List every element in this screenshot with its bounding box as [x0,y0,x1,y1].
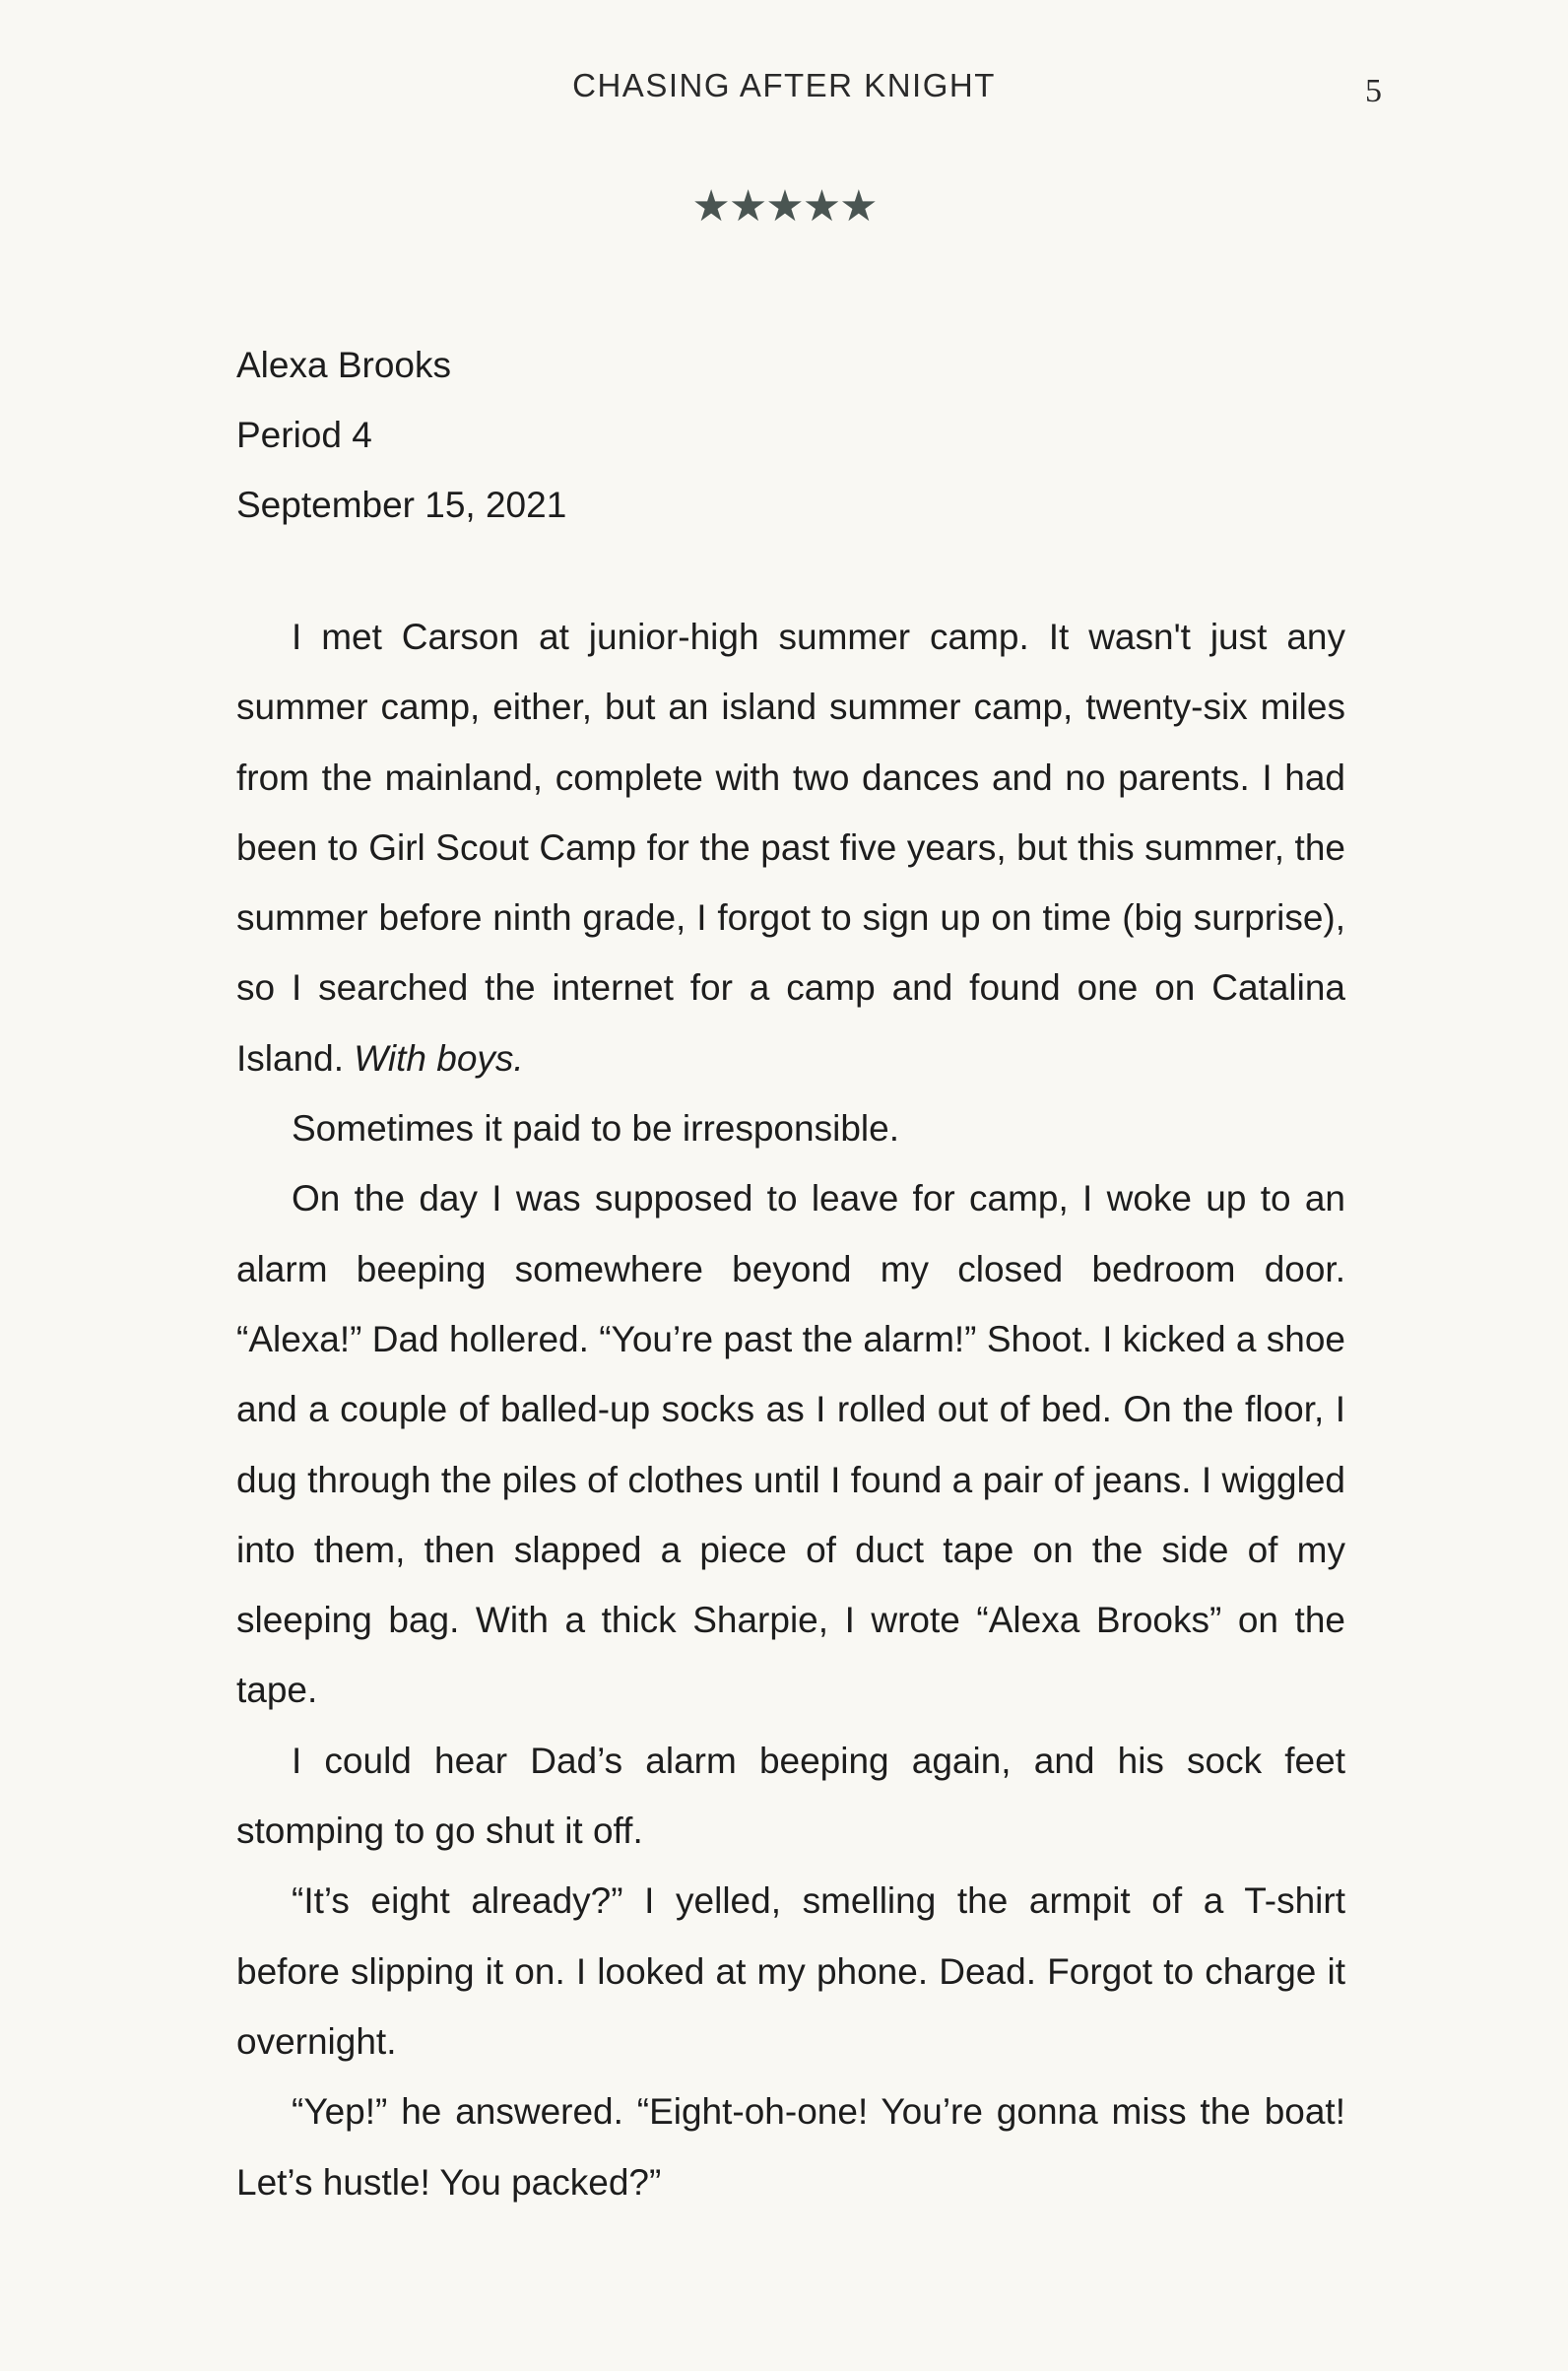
assignment-date: September 15, 2021 [236,485,567,525]
star-ornament-icon: ★★★★★ [691,181,877,231]
body-text [236,602,1345,2217]
assignment-heading [236,330,566,540]
paragraph-5: “It’s eight already?” I yelled, smelling the armpit of a T-shirt before slipping it on. I looked at my phone. Dead. Forgot to charge it overnight. [236,1880,1345,2062]
class-period: Period 4 [236,415,372,455]
student-name: Alexa Brooks [236,345,451,385]
paragraph-1-italic: With boys. [354,1037,524,1079]
paragraph-1-text: I met Carson at junior-high summer camp. It wasn't just any summer camp, either, but an island summer camp, twenty-six miles from the mainland, complete with two dances and no parents. I had been to Girl Scout Camp for the past five years, but this summer, the summer before ninth grade, I forgot to sign up on time (big surprise), so I searched the internet for a camp and found one on Catalina Island. [236,617,1345,1079]
paragraph-6: “Yep!” he answered. “Eight-oh-one! You’re gonna miss the boat! Let’s hustle! You packed?” [236,2091,1345,2203]
paragraph-3: On the day I was supposed to leave for camp, I woke up to an alarm beeping somewhere beyond my closed bedroom door. “Alexa!” Dad hollered. “You’re past the alarm!” Shoot. I kicked a shoe and a couple of balled-up socks as I rolled out of bed. On the floor, I dug through the piles of clothes until I found a pair of jeans. I wiggled into them, then slapped a piece of duct tape on the side of my sleeping bag. With a thick Sharpie, I wrote “Alexa Brooks” on the tape. [236,1178,1345,1711]
paragraph-2: Sometimes it paid to be irresponsible. [292,1108,899,1150]
paragraph-1 [236,602,1345,1093]
running-head-title: CHASING AFTER KNIGHT [572,67,996,103]
paragraph-4: I could hear Dad’s alarm beeping again, and his sock feet stomping to go shut it off. [236,1740,1345,1852]
page-number: 5 [1365,73,1382,109]
